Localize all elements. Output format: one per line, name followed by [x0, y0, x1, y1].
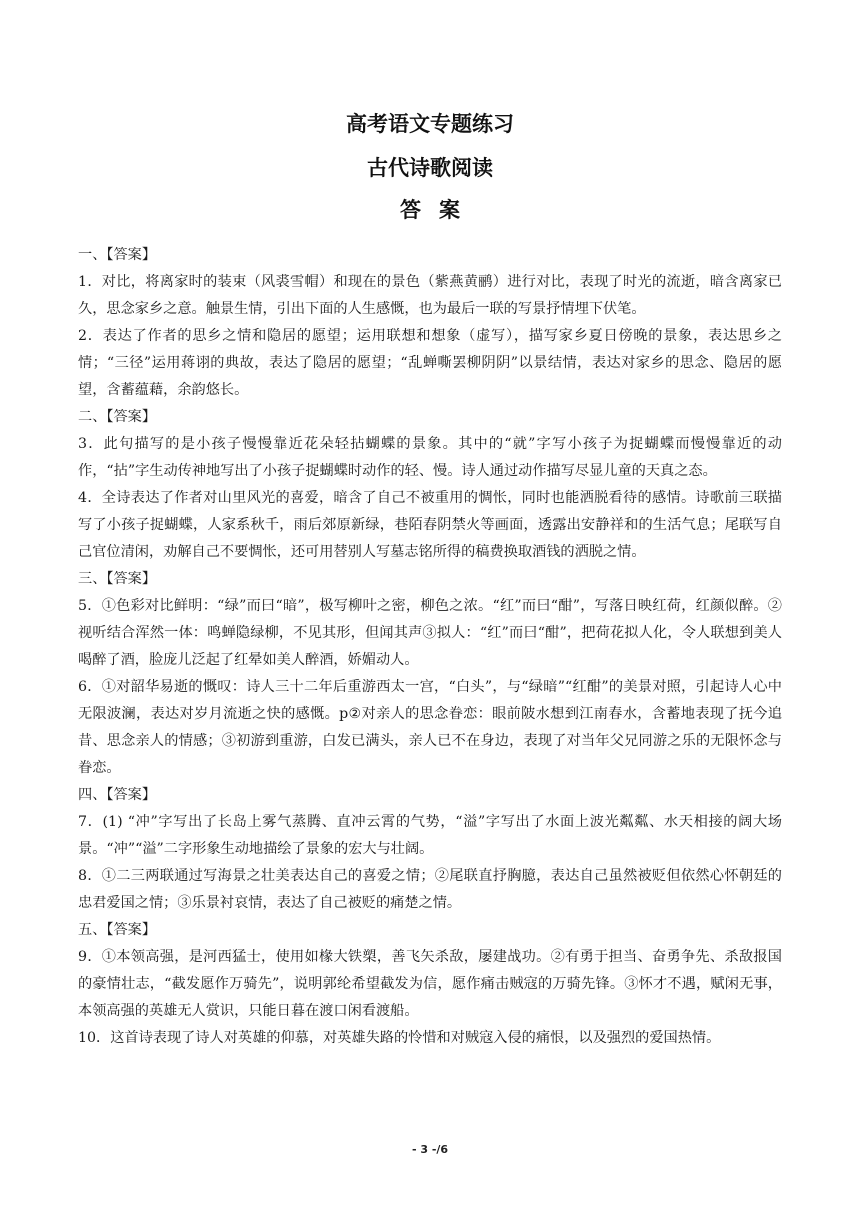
answer-paragraph: 8．①二三两联通过写海景之壮美表达自己的喜爱之情；②尾联直抒胸臆，表达自己虽然被贬但依然心怀朝廷的忠君爱国之情；③乐景衬哀情，表达了自己被贬的痛楚之情。	[78, 868, 782, 911]
answers-heading: 答案	[400, 198, 478, 222]
answer-paragraph: 6．①对韶华易逝的慨叹：诗人三十二年后重游西太一宫，“白头”，与“绿暗”“红酣”的美景对照，引起诗人心中无限波澜，表达对岁月流逝之快的感慨。p②对亲人的思念眷恋：眼前陂水想到江南春水，含蓄地表现了抚今追昔、思念亲人的情感；③初游到重游，白发已满头，亲人已不在身边，表现了对当年父兄同游之乐的无限怀念与眷恋。	[78, 679, 782, 776]
answer-content	[78, 242, 782, 1052]
answer-paragraph: 9．①本领高强，是河西猛士，使用如椽大铁槊，善飞矢杀敌，屡建战功。②有勇于担当、奋勇争先、杀敌报国的豪情壮志，“截发愿作万骑先”，说明郭纶希望截发为信，愿作痛击贼寇的万骑先锋。③怀才不遇，赋闲无事，本领高强的英雄无人赏识，只能日暮在渡口闲看渡船。	[78, 949, 782, 1019]
document-title: 高考语文专题练习	[346, 112, 514, 136]
answer-paragraph: 2．表达了作者的思乡之情和隐居的愿望；运用联想和想象（虚写），描写家乡夏日傍晚的景象，表达思乡之情；“三径”运用蒋诩的典故，表达了隐居的愿望；“乱蝉嘶罢柳阴阴”以景结情，表达对家乡的思念、隐居的愿望，含蓄蕴藉，余韵悠长。	[78, 328, 782, 398]
section-heading: 一、【答案】	[78, 247, 157, 263]
section-heading: 五、【答案】	[78, 922, 157, 938]
section-heading: 四、【答案】	[78, 787, 157, 803]
answer-paragraph: 10．这首诗表现了诗人对英雄的仰慕，对英雄失路的怜惜和对贼寇入侵的痛恨，以及强烈的爱国热情。	[78, 1030, 721, 1046]
answer-paragraph: 3．此句描写的是小孩子慢慢靠近花朵轻拈蝴蝶的景象。其中的“就”字写小孩子为捉蝴蝶而慢慢靠近的动作，“拈”字生动传神地写出了小孩子捉蝴蝶时动作的轻、慢。诗人通过动作描写尽显儿童的天真之态。	[78, 436, 782, 479]
section-heading: 二、【答案】	[78, 409, 157, 425]
answer-paragraph: 1．对比，将离家时的装束（风裘雪帽）和现在的景色（紫燕黄鹂）进行对比，表现了时光的流逝，暗含离家已久，思念家乡之意。触景生情，引出下面的人生感慨，也为最后一联的写景抒情埋下伏笔。	[78, 274, 782, 317]
answer-paragraph: 7．(1) “冲”字写出了长岛上雾气蒸腾、直冲云霄的气势，“溢”字写出了水面上波光粼粼、水天相接的阔大场景。“冲”“溢”二字形象生动地描绘了景象的宏大与壮阔。	[78, 814, 782, 857]
answer-paragraph: 4．全诗表达了作者对山里风光的喜爱，暗含了自己不被重用的惆怅，同时也能洒脱看待的感情。诗歌前三联描写了小孩子捉蝴蝶，人家系秋千，雨后郊原新绿，巷陌春阴禁火等画面，透露出安静祥和的生活气息；尾联写自己官位清闲，劝解自己不要惆怅，还可用替别人写墓志铭所得的稿费换取酒钱的洒脱之情。	[78, 490, 782, 560]
page-number: - 3 -/6	[411, 1143, 449, 1156]
section-heading: 三、【答案】	[78, 571, 157, 587]
answer-paragraph: 5．①色彩对比鲜明：“绿”而曰“暗”，极写柳叶之密，柳色之浓。“红”而曰“酣”，写落日映红荷，红颜似醉。②视听结合浑然一体：鸣蝉隐绿柳，不见其形，但闻其声③拟人：“红”而曰“酣”，把荷花拟人化，令人联想到美人喝醉了酒，脸庞儿泛起了红晕如美人醉酒，娇媚动人。	[78, 598, 782, 668]
document-subtitle: 古代诗歌阅读	[367, 156, 493, 180]
title-block	[0, 110, 860, 224]
